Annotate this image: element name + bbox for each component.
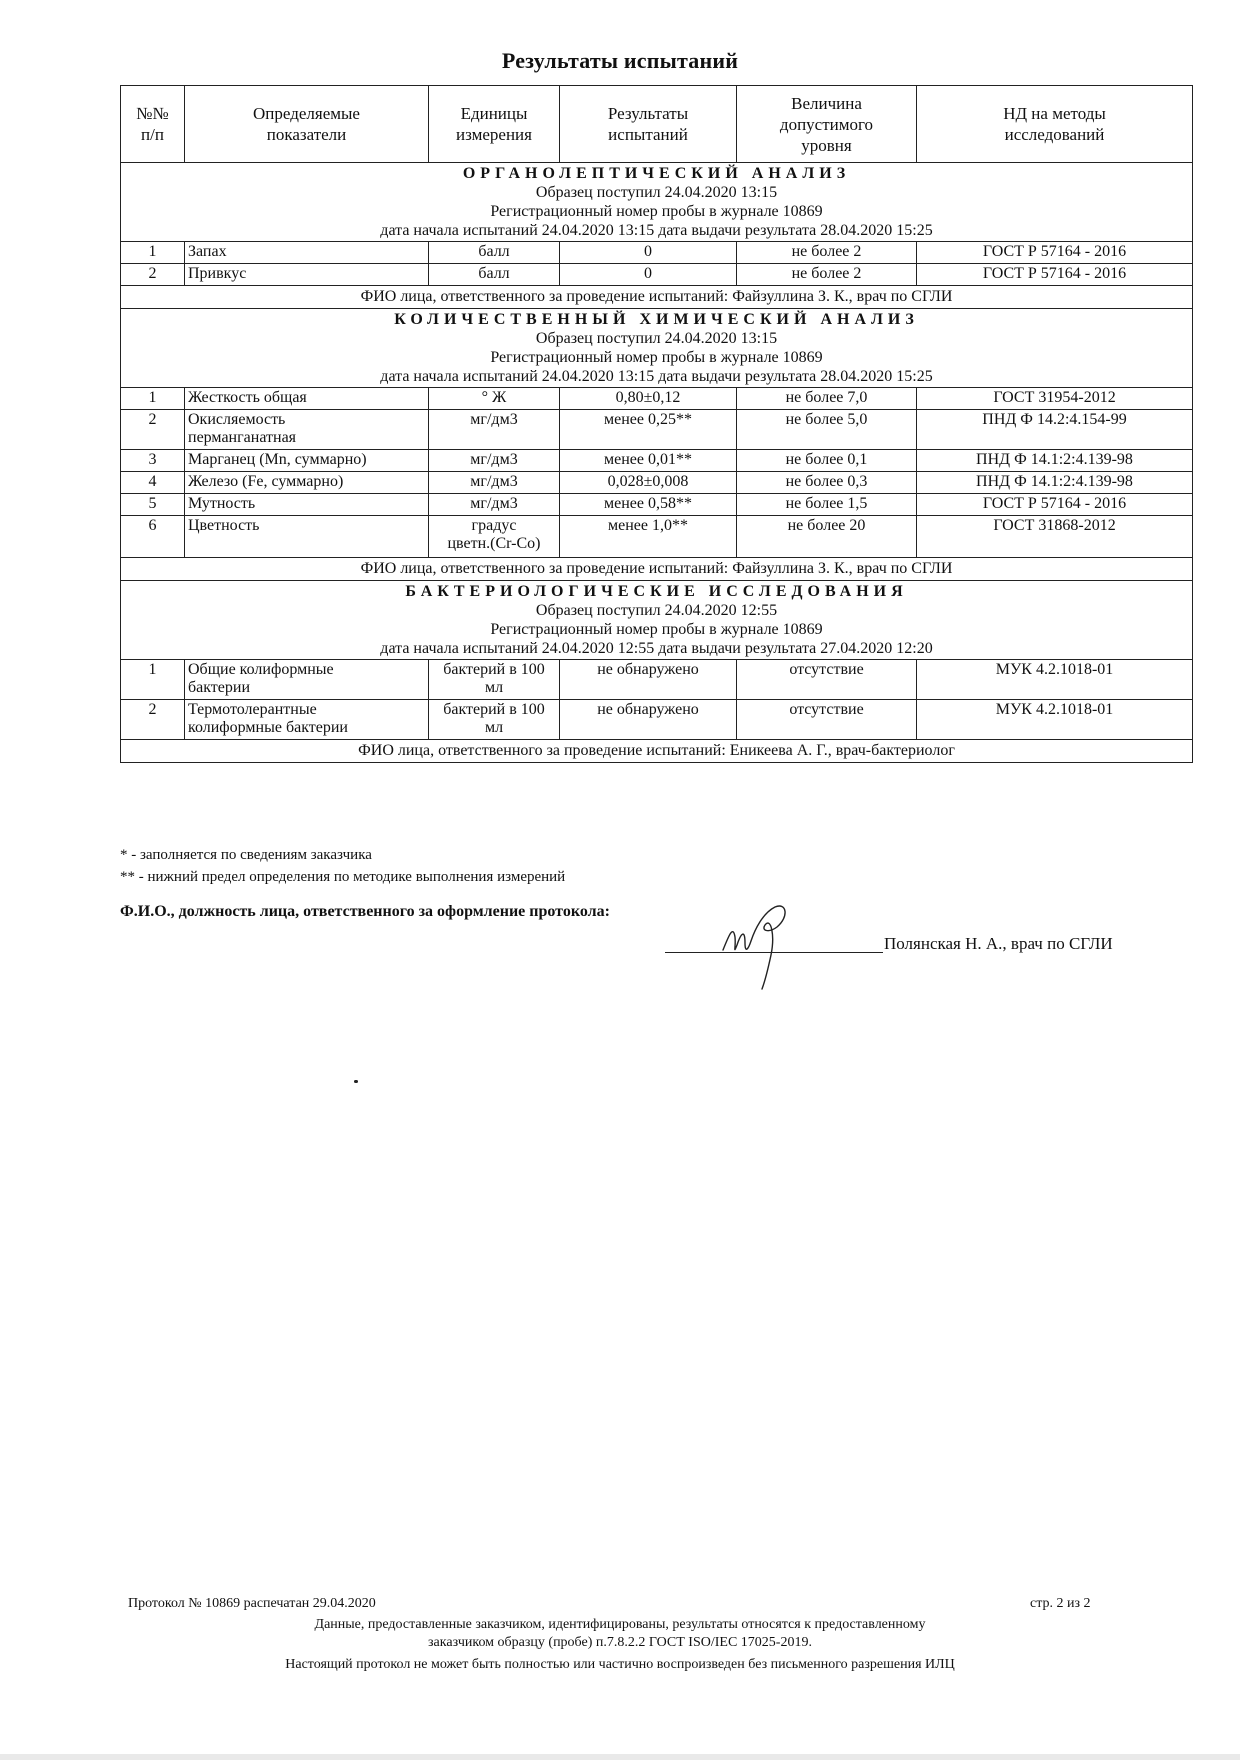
row-result: не обнаружено bbox=[560, 660, 737, 700]
row-unit: мг/дм3 bbox=[429, 472, 560, 494]
table-row bbox=[121, 516, 1193, 558]
row-indicator: Цветность bbox=[185, 516, 429, 558]
row-indicator: Железо (Fe, суммарно) bbox=[185, 472, 429, 494]
row-number: 1 bbox=[121, 388, 185, 410]
section-title: ОРГАНОЛЕПТИЧЕСКИЙ АНАЛИЗ bbox=[462, 165, 851, 182]
row-indicator: Марганец (Mn, суммарно) bbox=[185, 450, 429, 472]
footer-page-number: стр. 2 из 2 bbox=[1030, 1596, 1091, 1611]
section-sample-received: Образец поступил 24.04.2020 13:15 bbox=[535, 184, 778, 201]
row-limit: отсутствие bbox=[737, 700, 917, 740]
row-method: ПНД Ф 14.1:2:4.139-98 bbox=[917, 450, 1193, 472]
section-dates: дата начала испытаний 24.04.2020 12:55 дата выдачи результата 27.04.2020 12:20 bbox=[380, 640, 933, 657]
row-number: 2 bbox=[121, 410, 185, 450]
section-header-row bbox=[121, 163, 1193, 242]
responsible-row bbox=[121, 286, 1193, 309]
row-limit: не более 0,1 bbox=[737, 450, 917, 472]
results-table bbox=[120, 85, 1193, 763]
row-number: 4 bbox=[121, 472, 185, 494]
row-unit: мг/дм3 bbox=[429, 494, 560, 516]
table-row bbox=[121, 472, 1193, 494]
footer-note-line-1: Данные, предоставленные заказчиком, идентифицированы, результаты относятся к предоставленному bbox=[314, 1617, 926, 1632]
table-header-row bbox=[121, 86, 1193, 163]
row-unit: балл bbox=[429, 264, 560, 286]
scan-mark bbox=[354, 1080, 358, 1083]
scan-edge bbox=[0, 1754, 1240, 1760]
row-number: 3 bbox=[121, 450, 185, 472]
section-registration: Регистрационный номер пробы в журнале 10869 bbox=[490, 203, 823, 220]
row-result: 0,028±0,008 bbox=[560, 472, 737, 494]
responsible-person: ФИО лица, ответственного за проведение испытаний: Файзуллина З. К., врач по СГЛИ bbox=[121, 286, 1193, 309]
row-limit: не более 7,0 bbox=[737, 388, 917, 410]
section-header bbox=[121, 581, 1193, 660]
row-method: МУК 4.2.1018-01 bbox=[917, 660, 1193, 700]
section-header bbox=[121, 163, 1193, 242]
row-unit: градус цветн.(Cr-Co) bbox=[429, 516, 560, 558]
table-row bbox=[121, 242, 1193, 264]
row-limit: не более 5,0 bbox=[737, 410, 917, 450]
section-registration: Регистрационный номер пробы в журнале 10869 bbox=[490, 621, 823, 638]
row-result: 0 bbox=[560, 242, 737, 264]
row-method: ГОСТ Р 57164 - 2016 bbox=[917, 264, 1193, 286]
row-number: 1 bbox=[121, 660, 185, 700]
table-row bbox=[121, 700, 1193, 740]
row-method: ПНД Ф 14.2:4.154-99 bbox=[917, 410, 1193, 450]
row-limit: не более 1,5 bbox=[737, 494, 917, 516]
responsible-row bbox=[121, 740, 1193, 763]
row-unit: бактерий в 100 мл bbox=[429, 660, 560, 700]
row-result: менее 1,0** bbox=[560, 516, 737, 558]
row-unit: мг/дм3 bbox=[429, 410, 560, 450]
footer-note-line-2: заказчиком образцу (пробе) п.7.8.2.2 ГОСТ ISO/IEC 17025-2019. bbox=[428, 1635, 812, 1650]
section-title: БАКТЕРИОЛОГИЧЕСКИЕ ИССЛЕДОВАНИЯ bbox=[405, 583, 908, 600]
header-results: Результаты испытаний bbox=[560, 86, 737, 163]
protocol-responsible-label: Ф.И.О., должность лица, ответственного за оформление протокола: bbox=[120, 903, 610, 920]
row-method: ПНД Ф 14.1:2:4.139-98 bbox=[917, 472, 1193, 494]
row-unit: бактерий в 100 мл bbox=[429, 700, 560, 740]
section-title: КОЛИЧЕСТВЕННЫЙ ХИМИЧЕСКИЙ АНАЛИЗ bbox=[394, 311, 919, 328]
row-number: 2 bbox=[121, 264, 185, 286]
row-limit: не более 2 bbox=[737, 242, 917, 264]
header-indicator: Определяемые показатели bbox=[185, 86, 429, 163]
signature-line bbox=[665, 952, 883, 953]
row-method: ГОСТ Р 57164 - 2016 bbox=[917, 242, 1193, 264]
table-row bbox=[121, 660, 1193, 700]
row-unit: мг/дм3 bbox=[429, 450, 560, 472]
row-indicator: Жесткость общая bbox=[185, 388, 429, 410]
footnote-customer: * - заполняется по сведениям заказчика bbox=[120, 847, 372, 863]
section-registration: Регистрационный номер пробы в журнале 10869 bbox=[490, 349, 823, 366]
header-methods: НД на методы исследований bbox=[917, 86, 1193, 163]
row-result: менее 0,01** bbox=[560, 450, 737, 472]
row-method: ГОСТ 31868-2012 bbox=[917, 516, 1193, 558]
row-result: менее 0,58** bbox=[560, 494, 737, 516]
section-sample-received: Образец поступил 24.04.2020 13:15 bbox=[535, 330, 778, 347]
section-header bbox=[121, 309, 1193, 388]
section-header-row bbox=[121, 581, 1193, 660]
footer-note-line-3: Настоящий протокол не может быть полностью или частично воспроизведен без письменного разрешения ИЛЦ bbox=[285, 1657, 955, 1672]
row-limit: не более 0,3 bbox=[737, 472, 917, 494]
page-title: Результаты испытаний bbox=[501, 48, 739, 73]
row-indicator: Общие колиформные бактерии bbox=[185, 660, 429, 700]
responsible-person: ФИО лица, ответственного за проведение испытаний: Файзуллина З. К., врач по СГЛИ bbox=[121, 558, 1193, 581]
responsible-person: ФИО лица, ответственного за проведение испытаний: Еникеева А. Г., врач-бактериолог bbox=[121, 740, 1193, 763]
row-indicator: Термотолерантные колиформные бактерии bbox=[185, 700, 429, 740]
row-indicator: Запах bbox=[185, 242, 429, 264]
responsible-row bbox=[121, 558, 1193, 581]
section-header-row bbox=[121, 309, 1193, 388]
row-number: 6 bbox=[121, 516, 185, 558]
row-method: ГОСТ Р 57164 - 2016 bbox=[917, 494, 1193, 516]
row-method: МУК 4.2.1018-01 bbox=[917, 700, 1193, 740]
table-row bbox=[121, 264, 1193, 286]
row-indicator: Мутность bbox=[185, 494, 429, 516]
row-indicator: Привкус bbox=[185, 264, 429, 286]
row-limit: отсутствие bbox=[737, 660, 917, 700]
section-dates: дата начала испытаний 24.04.2020 13:15 дата выдачи результата 28.04.2020 15:25 bbox=[380, 368, 933, 385]
row-result: 0,80±0,12 bbox=[560, 388, 737, 410]
row-result: не обнаружено bbox=[560, 700, 737, 740]
section-sample-received: Образец поступил 24.04.2020 12:55 bbox=[535, 602, 778, 619]
row-method: ГОСТ 31954-2012 bbox=[917, 388, 1193, 410]
signatory-name: Полянская Н. А., врач по СГЛИ bbox=[884, 934, 1113, 953]
row-unit: балл bbox=[429, 242, 560, 264]
row-limit: не более 2 bbox=[737, 264, 917, 286]
header-units: Единицы измерения bbox=[429, 86, 560, 163]
row-limit: не более 20 bbox=[737, 516, 917, 558]
footnote-detection-limit: ** - нижний предел определения по методике выполнения измерений bbox=[120, 869, 566, 885]
row-number: 5 bbox=[121, 494, 185, 516]
row-result: 0 bbox=[560, 264, 737, 286]
handwritten-signature bbox=[715, 895, 805, 990]
row-number: 2 bbox=[121, 700, 185, 740]
header-number: №№ п/п bbox=[121, 86, 185, 163]
table-row bbox=[121, 494, 1193, 516]
row-result: менее 0,25** bbox=[560, 410, 737, 450]
table-row bbox=[121, 388, 1193, 410]
row-indicator: Окисляемость перманганатная bbox=[185, 410, 429, 450]
table-row bbox=[121, 450, 1193, 472]
header-permissible-level: Величина допустимого уровня bbox=[737, 86, 917, 163]
section-dates: дата начала испытаний 24.04.2020 13:15 дата выдачи результата 28.04.2020 15:25 bbox=[380, 222, 933, 239]
footer-protocol-number: Протокол № 10869 распечатан 29.04.2020 bbox=[128, 1596, 376, 1611]
row-unit: ° Ж bbox=[429, 388, 560, 410]
row-number: 1 bbox=[121, 242, 185, 264]
table-row bbox=[121, 410, 1193, 450]
